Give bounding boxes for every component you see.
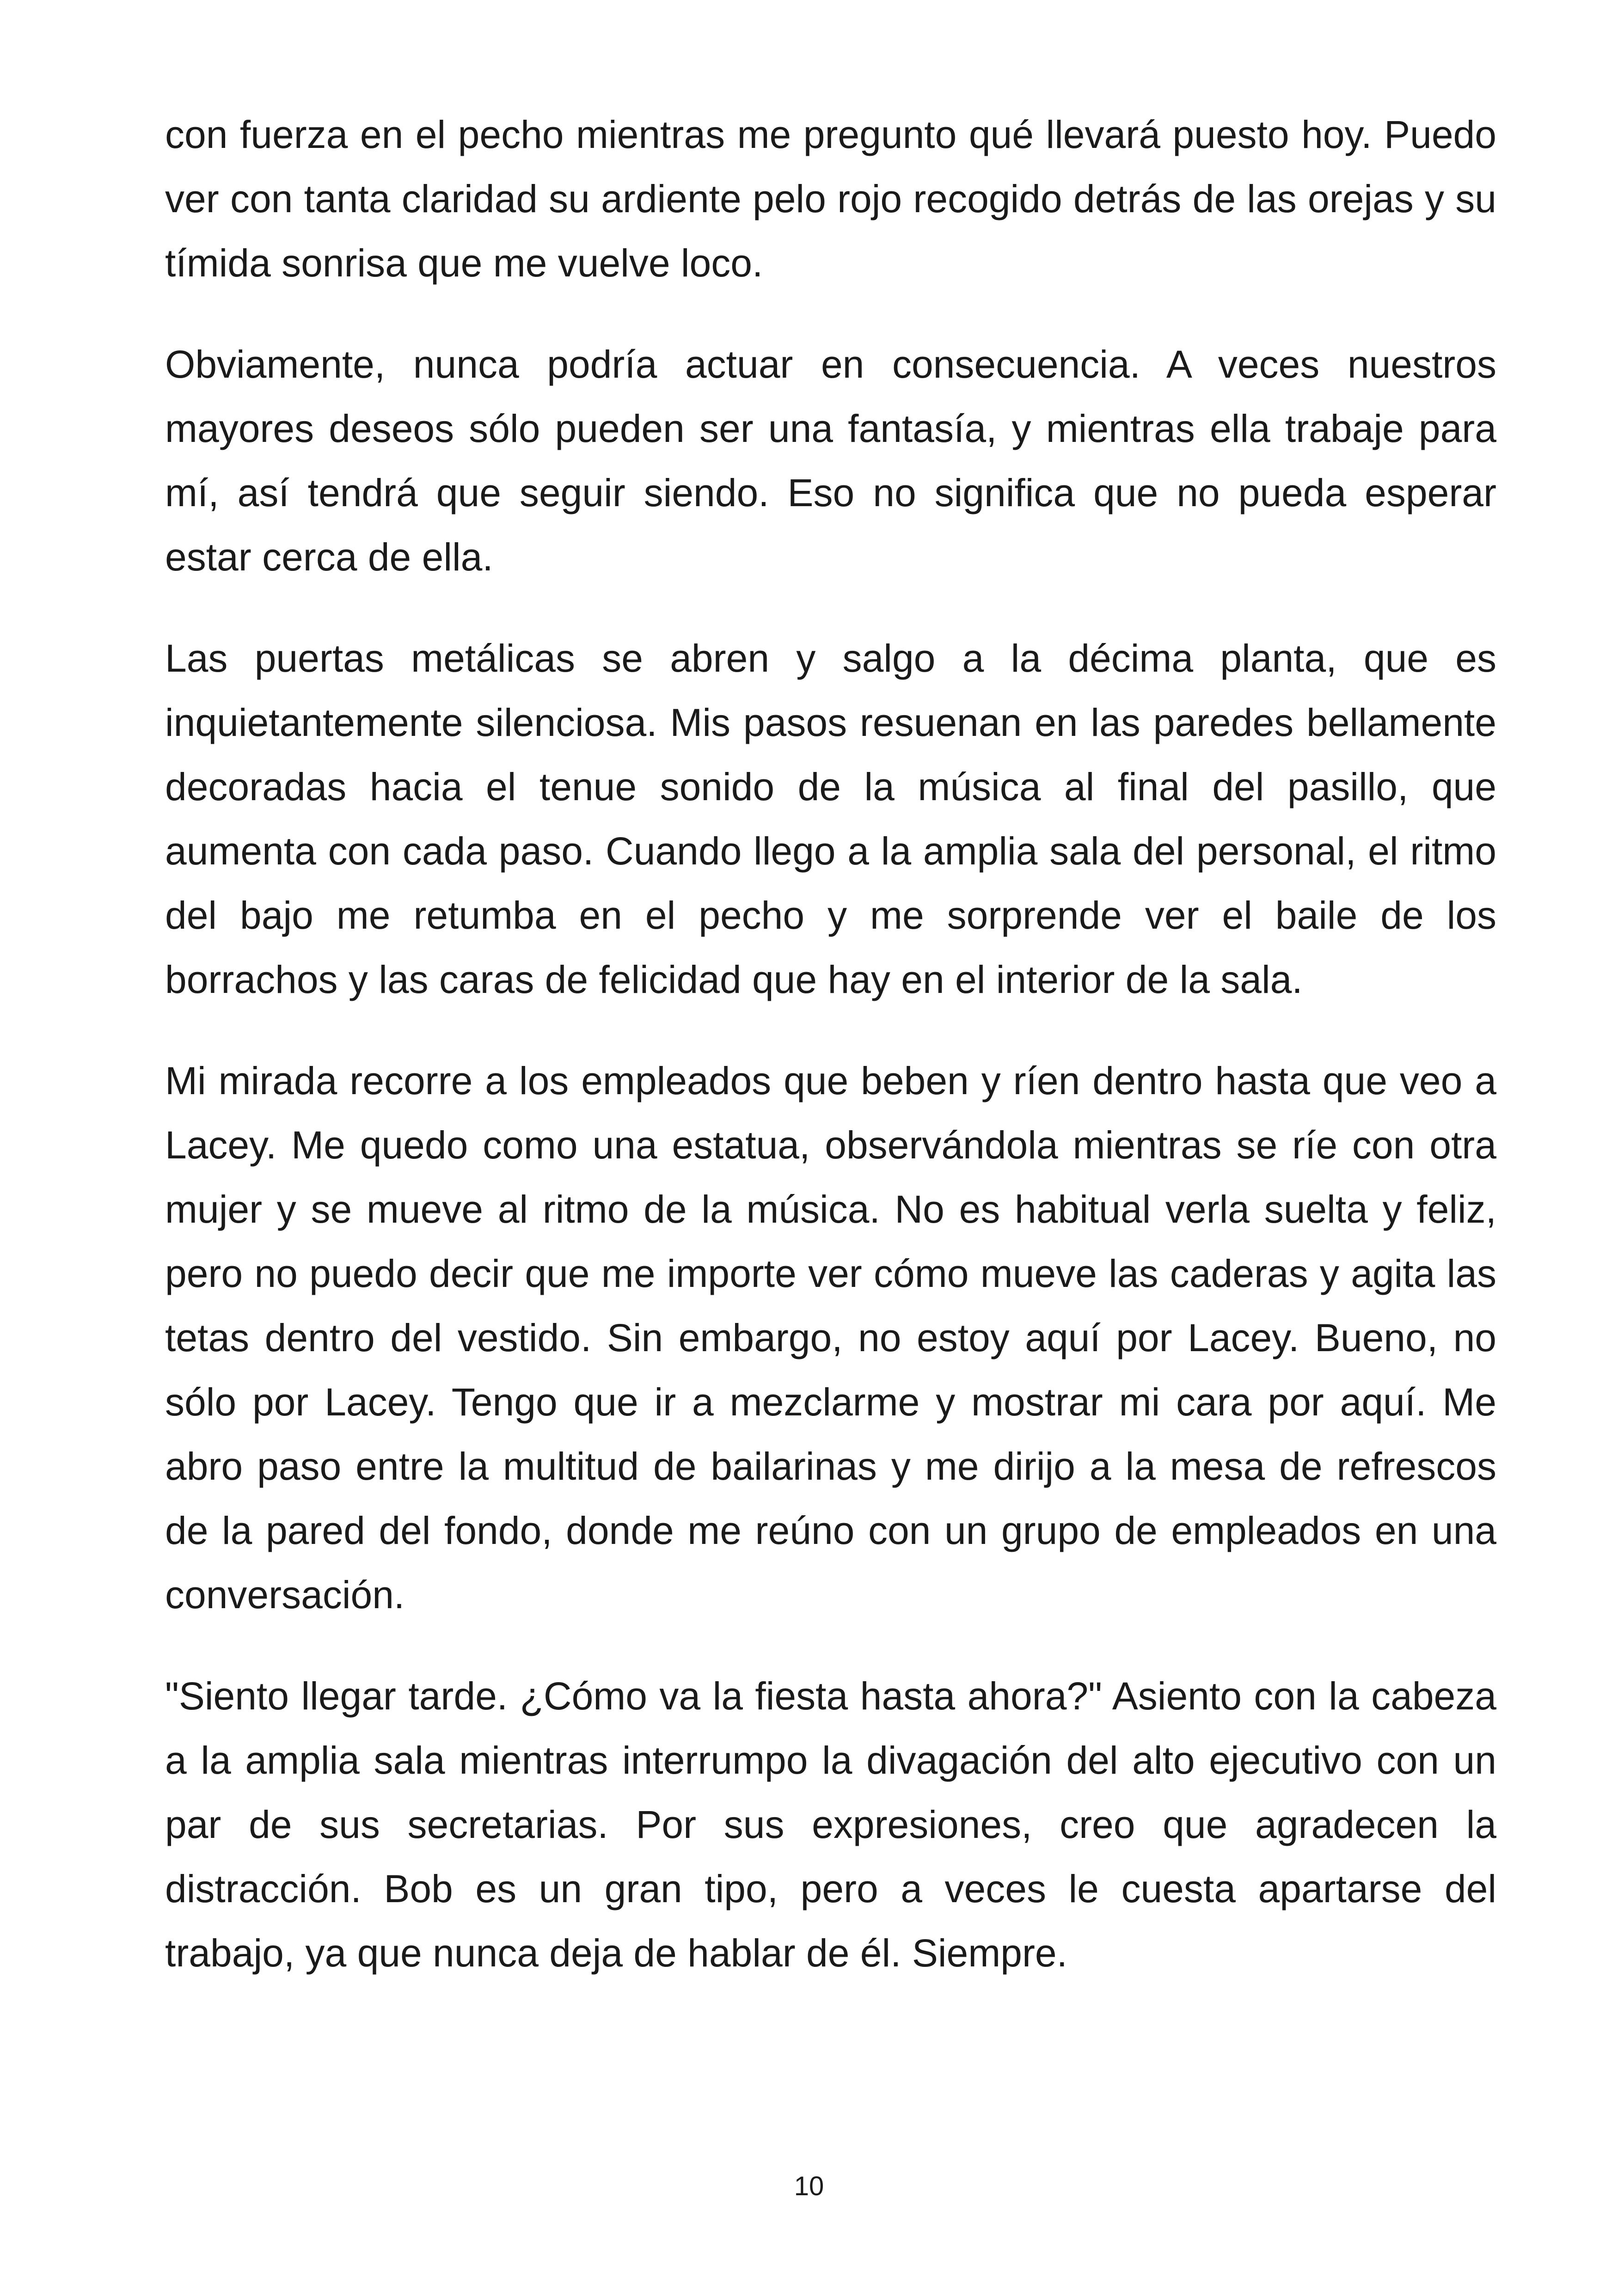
- paragraph-2: Obviamente, nunca podría actuar en consecuencia. A veces nuestros mayores deseos sólo pueden ser una fantasía, y mientras ella trabaje para mí, así tendrá que seguir siendo. Eso no significa que no pueda esperar estar cerca de ella.: [165, 343, 1496, 579]
- paragraph-3: Las puertas metálicas se abren y salgo a la décima planta, que es inquietantemente silenciosa. Mis pasos resuenan en las paredes bellamente decoradas hacia el tenue sonido de la música al final del pasillo, que aumenta con cada paso. Cuando llego a la amplia sala del personal, el ritmo del bajo me retumba en el pecho y me sorprende ver el baile de los borrachos y las caras de felicidad que hay en el interior de la sala.: [165, 637, 1496, 1001]
- page-number: 10: [794, 2171, 824, 2201]
- paragraph-4: Mi mirada recorre a los empleados que beben y ríen dentro hasta que veo a Lacey. Me quedo como una estatua, observándola mientras se ríe con otra mujer y se mueve al ritmo de la música. No es habitual verla suelta y feliz, pero no puedo decir que me importe ver cómo mueve las caderas y agita las tetas dentro del vestido. Sin embargo, no estoy aquí por Lacey. Bueno, no sólo por Lacey. Tengo que ir a mezclarme y mostrar mi cara por aquí. Me abro paso entre la multitud de bailarinas y me dirijo a la mesa de refrescos de la pared del fondo, donde me reúno con un grupo de empleados en una conversación.: [165, 1059, 1496, 1616]
- paragraph-1: con fuerza en el pecho mientras me pregunto qué llevará puesto hoy. Puedo ver con tanta claridad su ardiente pelo rojo recogido detrás de las orejas y su tímida sonrisa que me vuelve loco.: [165, 113, 1496, 285]
- paragraph-5: "Siento llegar tarde. ¿Cómo va la fiesta hasta ahora?" Asiento con la cabeza a la amplia sala mientras interrumpo la divagación del alto ejecutivo con un par de sus secretarias. Por sus expresiones, creo que agradecen la distracción. Bob es un gran tipo, pero a veces le cuesta apartarse del trabajo, ya que nunca deja de hablar de él. Siempre.: [165, 1674, 1496, 1975]
- body-text: [165, 103, 1496, 1985]
